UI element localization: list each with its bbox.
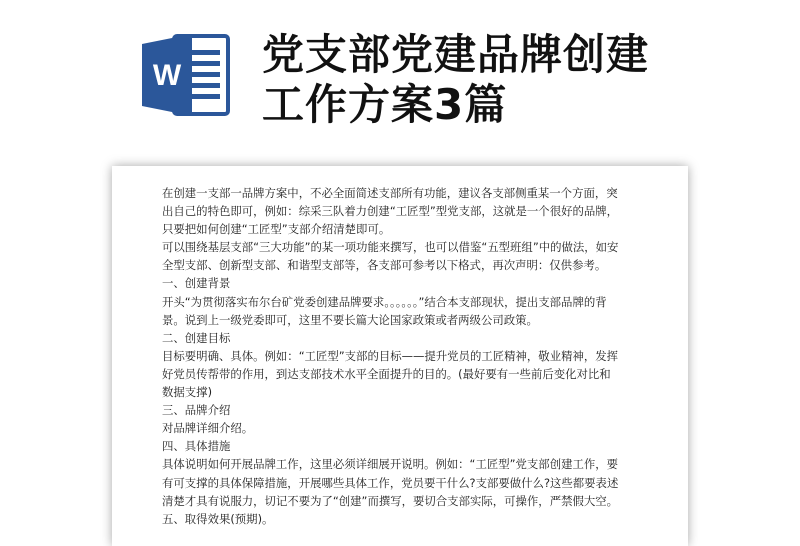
text-line: 具体说明如何开展品牌工作，这里必须详细展开说明。例如：“工匠型”党支部创建工作，要 (162, 457, 619, 472)
page-title (262, 30, 692, 130)
section-heading: 五、取得效果(预期)。 (162, 511, 274, 526)
section-heading: 一、创建背景 (162, 276, 231, 291)
document-body (162, 184, 638, 528)
text-line: 只要把如何创建“工匠型”支部介绍清楚即可。 (162, 222, 391, 237)
title-line-1: 党支部党建品牌创建 (262, 30, 650, 79)
text-line: 景。说到上一级党委即可，这里不要长篇大论国家政策或者两级公司政策。 (162, 312, 538, 327)
text-line: 好党员传帮带的作用，到达支部技术水平全面提升的目的。(最好要有一些前后变化对比和 (162, 366, 611, 381)
header (0, 0, 800, 150)
text-line: 对品牌详细介绍。 (162, 421, 254, 436)
section-heading: 三、品牌介绍 (162, 403, 231, 418)
text-line: 数据支撑) (162, 385, 213, 400)
text-line: 在创建一支部一品牌方案中，不必全面简述支部所有功能，建议各支部侧重某一个方面，突 (162, 186, 618, 200)
text-line: 可以围绕基层支部“三大功能”的某一项功能来撰写，也可以借鉴“五型班组”中的做法，如安 (162, 240, 619, 255)
text-line: 目标要明确、具体。例如：“工匠型”支部的目标——提升党员的工匠精神，敬业精神，发挥 (162, 348, 619, 363)
word-document-icon (140, 30, 232, 120)
text-line: 出自己的特色即可，例如：综采三队着力创建“工匠型”型党支部，这就是一个很好的品牌， (162, 204, 619, 219)
text-line: 有可支撑的具体保障措施，开展哪些具体工作，党员要干什么?支部要做什么?这些都要表述 (162, 475, 619, 490)
text-line: 开头“为贯彻落实布尔台矿党委创建品牌要求。。。。。。”结合本支部现状，提出支部品牌的背 (162, 294, 607, 309)
text-line: 全型支部、创新型支部、和谐型支部等，各支部可参考以下格式，再次声明：仅供参考。 (162, 258, 607, 273)
title-line-2: 工作方案3篇 (262, 80, 508, 129)
word-letter: W (152, 59, 182, 92)
section-heading: 二、创建目标 (162, 330, 231, 345)
document-page (112, 166, 688, 546)
section-heading: 四、具体措施 (162, 439, 231, 454)
text-line: 清楚才具有说服力，切记不要为了“创建”而撰写，要切合支部实际，可操作，严禁假大空。 (162, 493, 619, 508)
